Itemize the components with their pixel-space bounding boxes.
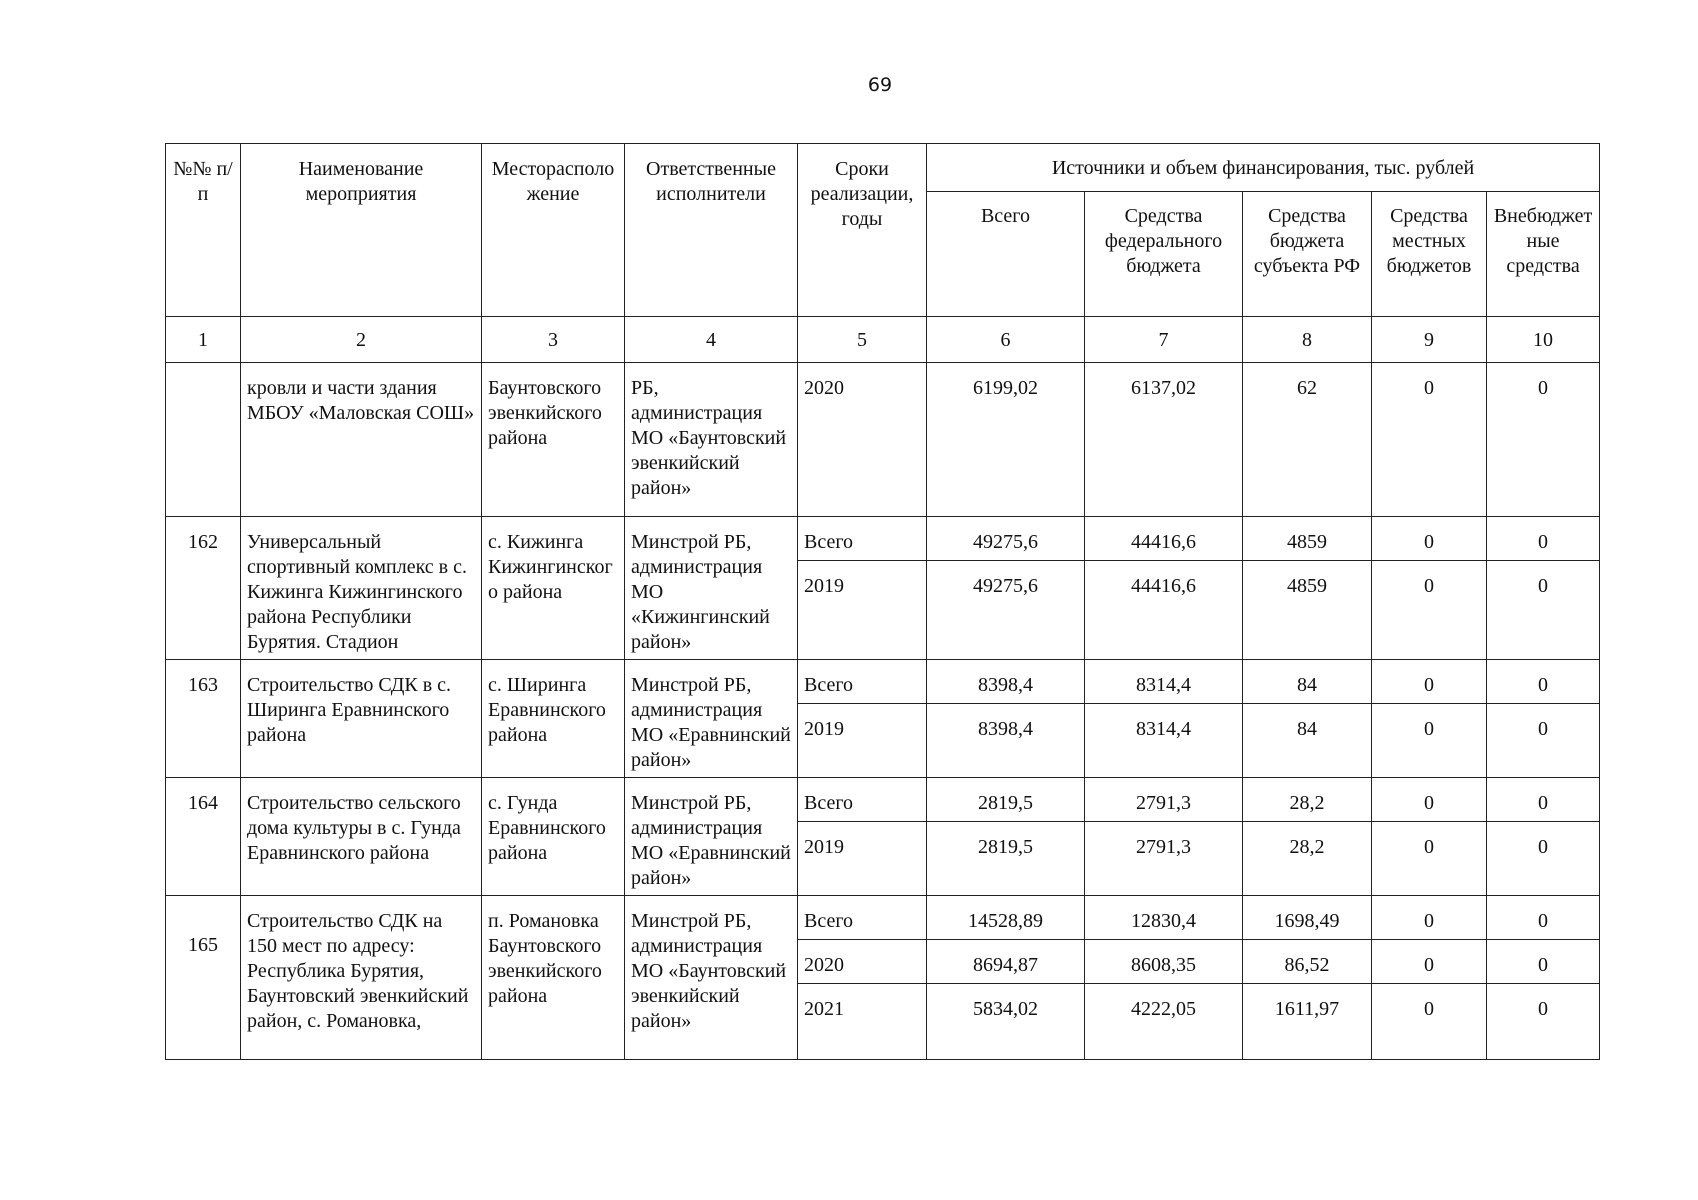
row-name: Строительство сельского дома культуры в с. Гунда Еравнинского района	[241, 778, 482, 896]
column-number: 10	[1487, 317, 1600, 363]
row-name: Строительство СДК в с. Ширинга Еравнинского района	[241, 660, 482, 778]
row-period: Всего	[798, 896, 927, 940]
row-period: Всего	[798, 517, 927, 561]
row-subject: 86,52	[1243, 940, 1372, 984]
row-extra: 0	[1487, 704, 1600, 778]
column-number: 6	[927, 317, 1085, 363]
row-subject: 28,2	[1243, 778, 1372, 822]
row-responsible: Минстрой РБ, администрация МО «Кижингинский район»	[625, 517, 798, 660]
column-numbers-row	[166, 317, 1600, 363]
column-number: 5	[798, 317, 927, 363]
row-total: 8694,87	[927, 940, 1085, 984]
row-extra: 0	[1487, 940, 1600, 984]
row-extra: 0	[1487, 896, 1600, 940]
row-local: 0	[1372, 660, 1487, 704]
row-num	[166, 363, 241, 517]
row-location: п. Романовка Баунтовского эвенкийского района	[482, 896, 625, 1060]
row-federal: 2791,3	[1085, 778, 1243, 822]
row-total: 2819,5	[927, 822, 1085, 896]
row-extra: 0	[1487, 517, 1600, 561]
column-number: 3	[482, 317, 625, 363]
row-period: Всего	[798, 778, 927, 822]
row-local: 0	[1372, 517, 1487, 561]
row-num: 164	[166, 778, 241, 896]
row-extra: 0	[1487, 778, 1600, 822]
row-name: Строительство СДК на 150 мест по адресу: Республика Бурятия, Баунтовский эвенкийский район, с. Романовка,	[241, 896, 482, 1060]
row-local: 0	[1372, 704, 1487, 778]
header-location: Месторасположение	[482, 144, 625, 317]
header-responsible: Ответственные исполнители	[625, 144, 798, 317]
row-local: 0	[1372, 822, 1487, 896]
row-subject: 1698,49	[1243, 896, 1372, 940]
header-subject: Средства бюджета субъекта РФ	[1243, 192, 1372, 317]
row-period: Всего	[798, 660, 927, 704]
column-number: 4	[625, 317, 798, 363]
row-extra: 0	[1487, 822, 1600, 896]
row-period: 2021	[798, 984, 927, 1060]
header-name: Наименование мероприятия	[241, 144, 482, 317]
header-period: Сроки реализации, годы	[798, 144, 927, 317]
row-period: 2019	[798, 561, 927, 660]
row-location: с. Ширинга Еравнинского района	[482, 660, 625, 778]
row-local: 0	[1372, 896, 1487, 940]
row-federal: 8314,4	[1085, 704, 1243, 778]
column-number: 7	[1085, 317, 1243, 363]
row-subject: 4859	[1243, 517, 1372, 561]
table-row	[166, 660, 1600, 704]
row-period: 2020	[798, 363, 927, 517]
row-subject: 84	[1243, 704, 1372, 778]
row-total: 14528,89	[927, 896, 1085, 940]
row-subject: 1611,97	[1243, 984, 1372, 1060]
header-local: Средства местных бюджетов	[1372, 192, 1487, 317]
table-row	[166, 363, 1600, 517]
row-num: 162	[166, 517, 241, 660]
column-number: 2	[241, 317, 482, 363]
row-responsible: Минстрой РБ, администрация МО «Еравнинский район»	[625, 660, 798, 778]
row-name: кровли и части здания МБОУ «Маловская СОШ»	[241, 363, 482, 517]
row-name: Универсальный спортивный комплекс в с. Кижинга Кижингинского района Республики Бурятия. Стадион	[241, 517, 482, 660]
row-location: Баунтовского эвенкийского района	[482, 363, 625, 517]
column-number: 8	[1243, 317, 1372, 363]
row-num: 165	[166, 896, 241, 1060]
row-responsible: Минстрой РБ, администрация МО «Баунтовский эвенкийский район»	[625, 896, 798, 1060]
header-num: №№ п/п	[166, 144, 241, 317]
row-total: 2819,5	[927, 778, 1085, 822]
row-subject: 28,2	[1243, 822, 1372, 896]
row-local: 0	[1372, 778, 1487, 822]
header-total: Всего	[927, 192, 1085, 317]
row-extra: 0	[1487, 984, 1600, 1060]
column-number: 9	[1372, 317, 1487, 363]
table-row	[166, 517, 1600, 561]
row-responsible: РБ, администрация МО «Баунтовский эвенкийский район»	[625, 363, 798, 517]
row-location: с. Кижинга Кижингинского района	[482, 517, 625, 660]
row-subject: 62	[1243, 363, 1372, 517]
header-federal: Средства федерального бюджета	[1085, 192, 1243, 317]
row-num: 163	[166, 660, 241, 778]
row-federal: 12830,4	[1085, 896, 1243, 940]
row-total: 49275,6	[927, 561, 1085, 660]
row-period: 2019	[798, 822, 927, 896]
row-local: 0	[1372, 561, 1487, 660]
row-extra: 0	[1487, 561, 1600, 660]
row-responsible: Минстрой РБ, администрация МО «Еравнинский район»	[625, 778, 798, 896]
row-period: 2020	[798, 940, 927, 984]
row-federal: 8608,35	[1085, 940, 1243, 984]
row-total: 6199,02	[927, 363, 1085, 517]
header-row	[166, 144, 1600, 192]
column-number: 1	[166, 317, 241, 363]
row-total: 8398,4	[927, 660, 1085, 704]
row-total: 8398,4	[927, 704, 1085, 778]
row-federal: 6137,02	[1085, 363, 1243, 517]
row-extra: 0	[1487, 363, 1600, 517]
row-period: 2019	[798, 704, 927, 778]
row-federal: 4222,05	[1085, 984, 1243, 1060]
table-row	[166, 896, 1600, 940]
row-federal: 44416,6	[1085, 561, 1243, 660]
row-federal: 8314,4	[1085, 660, 1243, 704]
row-local: 0	[1372, 984, 1487, 1060]
row-location: с. Гунда Еравнинского района	[482, 778, 625, 896]
row-total: 5834,02	[927, 984, 1085, 1060]
row-local: 0	[1372, 940, 1487, 984]
page-number: 69	[867, 74, 893, 96]
row-total: 49275,6	[927, 517, 1085, 561]
row-subject: 4859	[1243, 561, 1372, 660]
row-federal: 44416,6	[1085, 517, 1243, 561]
row-federal: 2791,3	[1085, 822, 1243, 896]
table-row	[166, 778, 1600, 822]
financing-table	[165, 143, 1600, 1060]
header-extra: Внебюджетные средства	[1487, 192, 1600, 317]
header-sources: Источники и объем финансирования, тыс. рублей	[927, 144, 1600, 192]
row-local: 0	[1372, 363, 1487, 517]
row-subject: 84	[1243, 660, 1372, 704]
row-extra: 0	[1487, 660, 1600, 704]
